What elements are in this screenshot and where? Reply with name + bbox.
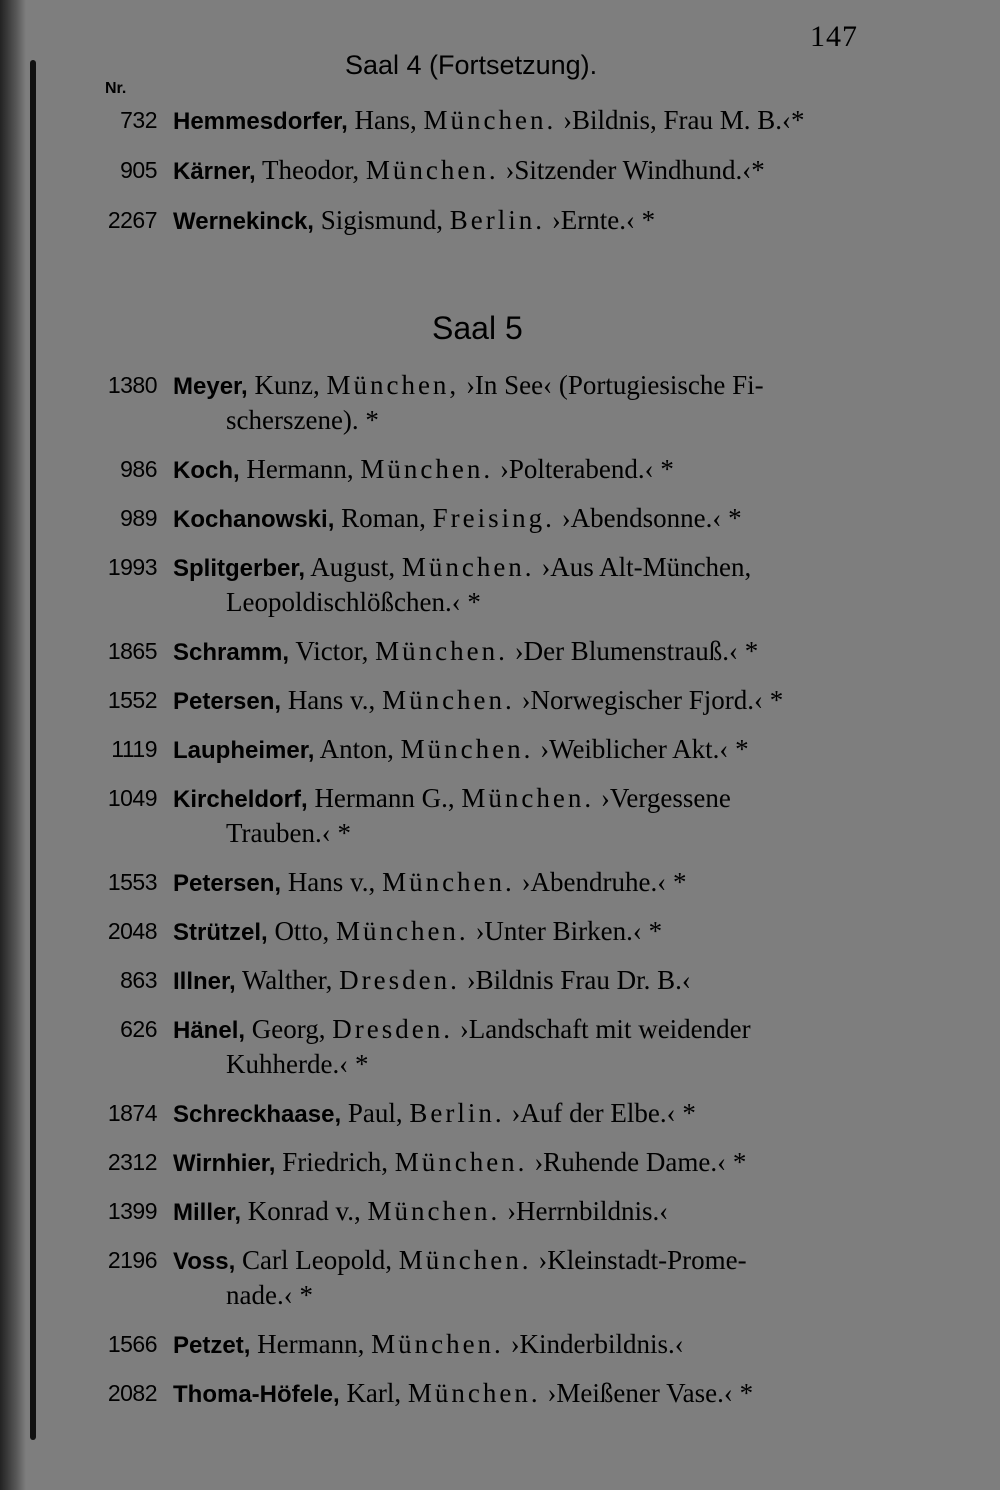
artist-city: München, — [326, 370, 460, 400]
artist-given-name: Theodor, — [255, 155, 366, 185]
artist-city: München. — [382, 685, 515, 715]
section-title-saal5: Saal 5 — [432, 310, 523, 346]
artist-given-name: Hans, — [347, 105, 424, 135]
artwork-title: ›Ernte.‹ * — [544, 205, 656, 235]
artist-city: München. — [360, 454, 494, 484]
artist-given-name: Otto, — [267, 916, 336, 946]
artwork-title: ›Abendruhe.‹ * — [514, 867, 687, 897]
artist-given-name: August, — [305, 552, 402, 582]
book-spine-shadow — [0, 0, 26, 1490]
artist-surname: Schramm, — [173, 639, 290, 666]
number-column-label: Nr. — [105, 80, 127, 97]
artist-surname: Miller, — [173, 1199, 242, 1226]
entry-number: 626 — [120, 1016, 157, 1042]
artist-city: München. — [461, 783, 595, 813]
artwork-title: ›Abendsonne.‹ * — [554, 503, 742, 533]
entry-number: 1119 — [111, 736, 157, 762]
artist-given-name: Hermann, — [239, 454, 361, 484]
entry-continuation: nade.‹ * — [226, 1280, 313, 1310]
running-head: Saal 4 (Fortsetzung). — [345, 50, 598, 80]
entry-number: 989 — [120, 505, 157, 531]
entry-line — [173, 865, 863, 901]
artist-given-name: Georg, — [245, 1014, 333, 1044]
artist-given-name: Hermann, — [250, 1329, 372, 1359]
artist-surname: Kircheldorf, — [173, 786, 308, 813]
entry-line — [173, 203, 863, 239]
artist-given-name: Paul, — [341, 1098, 410, 1128]
entry-continuation: Kuhherde.‹ * — [226, 1049, 369, 1079]
artist-city: München. — [398, 1245, 532, 1275]
artist-surname: Petersen, — [173, 688, 282, 715]
artwork-title: ›Auf der Elbe.‹ * — [504, 1098, 696, 1128]
artwork-title: ›In See‹ (Portugiesische Fi- — [459, 370, 764, 400]
artist-city: München. — [335, 916, 469, 946]
entry-number: 863 — [120, 967, 157, 993]
artist-city: München. — [423, 105, 557, 135]
entry-number: 1874 — [107, 1100, 157, 1126]
artwork-title: ›Bildnis Frau Dr. B.‹ — [459, 965, 691, 995]
entry-line — [173, 1243, 863, 1279]
entry-number: 1865 — [107, 638, 157, 664]
entry-number: 986 — [120, 456, 157, 482]
entry-continuation: Leopoldischlößchen.‹ * — [226, 587, 481, 617]
entry-number: 1553 — [107, 869, 157, 895]
artwork-title: ›Aus Alt-München, — [534, 552, 752, 582]
artist-surname: Voss, — [173, 1248, 236, 1275]
artist-given-name: Walther, — [235, 965, 340, 995]
artist-city: München. — [400, 734, 534, 764]
artist-given-name: Konrad v., — [241, 1196, 368, 1226]
entry-line — [173, 1327, 863, 1363]
artist-city: Berlin. — [409, 1098, 505, 1128]
entry-line — [173, 1145, 863, 1181]
entry-line — [173, 781, 863, 817]
entry-line — [173, 732, 863, 768]
artist-surname: Petzet, — [173, 1332, 251, 1359]
entry-number: 2048 — [107, 918, 157, 944]
artwork-title: ›Norwegischer Fjord.‹ * — [514, 685, 784, 715]
entry-number: 1566 — [107, 1331, 157, 1357]
artist-given-name: Hans v., — [281, 685, 383, 715]
artist-surname: Illner, — [173, 968, 236, 995]
entry-continuation: scherszene). * — [226, 405, 379, 435]
entry-number: 1993 — [107, 554, 157, 580]
artist-surname: Meyer, — [173, 373, 248, 400]
artist-given-name: Anton, — [314, 734, 401, 764]
entry-line — [173, 452, 863, 488]
artwork-title: ›Ruhende Dame.‹ * — [527, 1147, 747, 1177]
artist-city: Berlin. — [449, 205, 545, 235]
entry-number: 1399 — [107, 1198, 157, 1224]
artist-given-name: Roman, — [334, 503, 433, 533]
artwork-title: ›Der Blumenstrauß.‹ * — [507, 636, 759, 666]
entry-line — [173, 368, 863, 404]
entry-number: 2082 — [107, 1380, 157, 1406]
artist-surname: Wernekinck, — [173, 208, 314, 235]
artist-city: München. — [401, 552, 535, 582]
entry-line — [173, 103, 863, 139]
artist-given-name: Victor, — [289, 636, 376, 666]
artwork-title: ›Unter Birken.‹ * — [468, 916, 663, 946]
entry-line — [173, 963, 863, 999]
artist-given-name: Kunz, — [247, 370, 327, 400]
artist-given-name: Carl Leopold, — [235, 1245, 399, 1275]
entry-line — [173, 153, 863, 189]
artwork-title: ›Weiblicher Akt.‹ * — [533, 734, 749, 764]
entry-number: 2196 — [107, 1247, 157, 1273]
artist-given-name: Hermann G., — [307, 783, 462, 813]
artist-surname: Kochanowski, — [173, 506, 335, 533]
artist-surname: Thoma-Höfele, — [173, 1381, 340, 1408]
artist-city: Dresden. — [339, 965, 460, 995]
artist-given-name: Sigismund, — [313, 205, 450, 235]
entry-number: 1552 — [107, 687, 157, 713]
entry-line — [173, 683, 863, 719]
artwork-title: ›Vergessene — [594, 783, 731, 813]
artist-surname: Wirnhier, — [173, 1150, 276, 1177]
artist-city: München. — [407, 1378, 541, 1408]
artwork-title: ›Polterabend.‹ * — [493, 454, 674, 484]
artist-city: München. — [371, 1329, 504, 1359]
artwork-title: ›Herrnbildnis.‹ — [500, 1196, 669, 1226]
artist-given-name: Karl, — [339, 1378, 408, 1408]
artwork-title: ›Bildnis, Frau M. B.‹* — [556, 105, 805, 135]
artist-surname: Strützel, — [173, 919, 268, 946]
artist-city: München. — [382, 867, 515, 897]
artwork-title: ›Kleinstadt-Prome- — [531, 1245, 747, 1275]
entry-number: 1380 — [107, 372, 157, 398]
artist-surname: Petersen, — [173, 870, 282, 897]
entry-line — [173, 501, 863, 537]
artist-surname: Hänel, — [173, 1017, 246, 1044]
artist-surname: Koch, — [173, 457, 240, 484]
artist-surname: Splitgerber, — [173, 555, 306, 582]
artwork-title: ›Kinderbildnis.‹ — [503, 1329, 684, 1359]
artwork-title: ›Sitzender Windhund.‹* — [498, 155, 765, 185]
page-edge-line — [30, 60, 36, 1440]
entry-number: 2267 — [107, 207, 157, 233]
entry-continuation: Trauben.‹ * — [226, 818, 351, 848]
artist-city: Dresden. — [332, 1014, 453, 1044]
entry-number: 1049 — [107, 785, 157, 811]
artist-surname: Kärner, — [173, 158, 256, 185]
artist-city: München. — [367, 1196, 501, 1226]
artist-given-name: Hans v., — [281, 867, 383, 897]
entry-line — [173, 550, 863, 586]
entry-number: 732 — [120, 107, 157, 133]
entry-number: 2312 — [107, 1149, 157, 1175]
artist-surname: Hemmesdorfer, — [173, 108, 348, 135]
entry-line — [173, 634, 863, 670]
artwork-title: ›Landschaft mit weidender — [453, 1014, 751, 1044]
entry-line — [173, 1012, 863, 1048]
artwork-title: ›Meißener Vase.‹ * — [540, 1378, 754, 1408]
entry-number: 905 — [120, 157, 157, 183]
artist-city: München. — [375, 636, 508, 666]
artist-surname: Schreckhaase, — [173, 1101, 342, 1128]
artist-city: Freising. — [432, 503, 555, 533]
entry-line — [173, 1376, 863, 1412]
artist-surname: Laupheimer, — [173, 737, 315, 764]
artist-given-name: Friedrich, — [275, 1147, 395, 1177]
artist-city: München. — [365, 155, 499, 185]
entry-line — [173, 1096, 863, 1132]
entry-line — [173, 1194, 863, 1230]
page-number: 147 — [810, 20, 858, 53]
artist-city: München. — [394, 1147, 528, 1177]
entry-line — [173, 914, 863, 950]
